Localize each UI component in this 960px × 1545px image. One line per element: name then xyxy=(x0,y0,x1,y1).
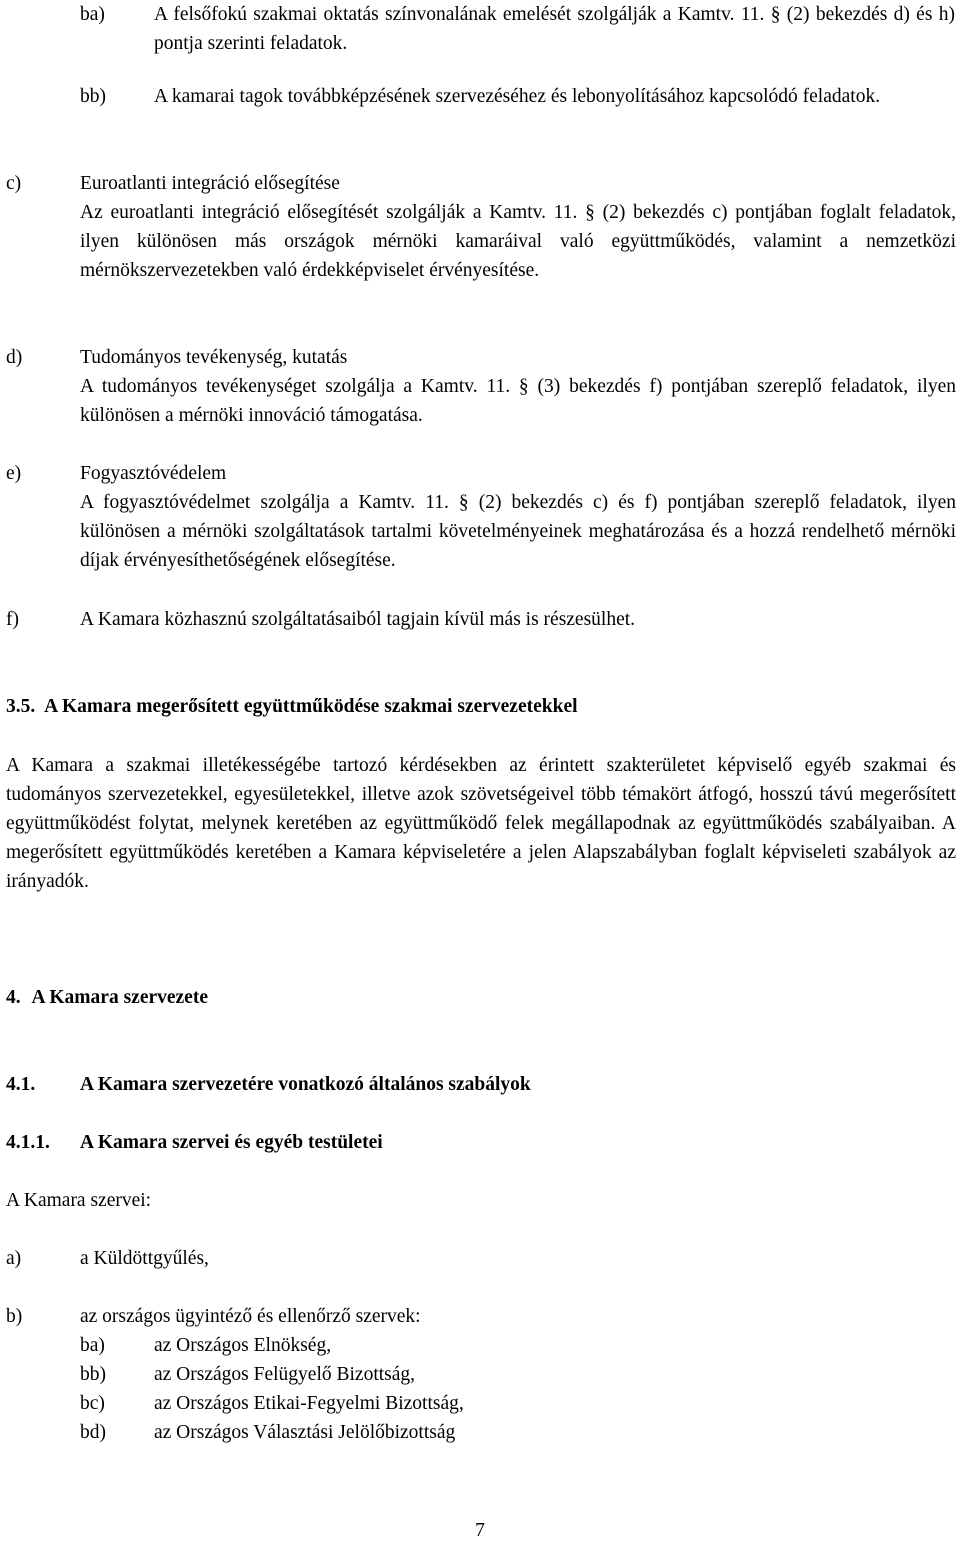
list-text: az Országos Etikai-Fegyelmi Bizottság, xyxy=(154,1393,464,1414)
section-title: A Kamara szervei és egyéb testületei xyxy=(80,1132,383,1153)
item-title: Fogyasztóvédelem xyxy=(80,463,227,484)
section-title: A Kamara szervezete xyxy=(31,987,208,1008)
list-label: bd) xyxy=(80,1422,106,1443)
page-number: 7 xyxy=(475,1520,485,1541)
organ-subitem-ba xyxy=(80,1331,955,1360)
list-label: ba) xyxy=(80,1335,105,1356)
section-heading-4 xyxy=(6,983,208,1012)
organ-subitem-bd xyxy=(80,1418,955,1447)
list-label: f) xyxy=(6,609,19,630)
organ-item-a xyxy=(6,1244,956,1273)
list-item-f xyxy=(6,605,956,634)
section-heading-4-1-1 xyxy=(6,1128,383,1157)
list-item-bb xyxy=(80,82,955,111)
list-item-d xyxy=(6,343,956,430)
section-title: A Kamara szervezetére vonatkozó általános szabályok xyxy=(80,1074,531,1095)
list-label: bb) xyxy=(80,1364,106,1385)
organs-intro: A Kamara szervei: xyxy=(6,1190,152,1211)
list-label: e) xyxy=(6,463,22,484)
item-text: A Kamara közhasznú szolgáltatásaiból tagjain kívül más is részesülhet. xyxy=(80,609,636,630)
organ-subitem-bb xyxy=(80,1360,955,1389)
list-item-ba xyxy=(80,0,955,58)
list-text: az Országos Választási Jelölőbizottság xyxy=(154,1422,456,1443)
section-paragraph-3-5: A Kamara a szakmai illetékességébe tartozó kérdésekben az érintett szakterületet képviselő egyéb szakmai és tudományos szervezetekkel, egyesületekkel, illetve azok szövetségeivel több témakört átfogó, hosszú távú megerősített együttműködést folytat, melynek keretében az együttműködő felek megállapodnak az együttműködés szabályaiban. A megerősített együttműködés keretében a Kamara képviseletére a jelen Alapszabályban foglalt képviseleti szabályok az irányadók. xyxy=(6,755,956,892)
list-item-e xyxy=(6,459,956,575)
organ-subitem-bc xyxy=(80,1389,955,1418)
item-text: A tudományos tevékenységet szolgálja a Kamtv. 11. § (3) bekezdés f) pontjában szereplő feladatok, ilyen különösen a mérnöki innováció támogatása. xyxy=(80,376,956,426)
list-text: az országos ügyintéző és ellenőrző szervek: xyxy=(80,1306,421,1327)
list-item-c xyxy=(6,169,956,285)
section-number: 4. xyxy=(6,987,21,1008)
list-text: az Országos Elnökség, xyxy=(154,1335,332,1356)
section-number: 4.1. xyxy=(6,1074,36,1095)
list-label: bb) xyxy=(80,86,106,107)
section-heading-3-5 xyxy=(6,692,578,721)
item-title: Tudományos tevékenység, kutatás xyxy=(80,347,348,368)
section-number: 4.1.1. xyxy=(6,1132,50,1153)
list-text: a Küldöttgyűlés, xyxy=(80,1248,209,1269)
section-heading-4-1 xyxy=(6,1070,531,1099)
section-number: 3.5. xyxy=(6,696,36,717)
list-label: c) xyxy=(6,173,22,194)
list-label: d) xyxy=(6,347,23,368)
organ-item-b xyxy=(6,1302,956,1331)
list-label: a) xyxy=(6,1248,22,1269)
item-text: Az euroatlanti integráció elősegítését szolgálják a Kamtv. 11. § (2) bekezdés c) pontjában foglalt feladatok, ilyen különösen más országok mérnöki kamaráival való együttműködés, valamint a nemzetközi mérnökszervezetekben való érdekképviselet érvényesítése. xyxy=(80,202,956,281)
list-text: A felsőfokú szakmai oktatás színvonalának emelését szolgálják a Kamtv. 11. § (2) bekezdés d) és h) pontja szerinti feladatok. xyxy=(154,4,955,54)
item-title: Euroatlanti integráció elősegítése xyxy=(80,173,340,194)
list-label: ba) xyxy=(80,4,105,25)
list-label: b) xyxy=(6,1306,23,1327)
section-title: A Kamara megerősített együttműködése szakmai szervezetekkel xyxy=(44,696,578,717)
list-text: A kamarai tagok továbbképzésének szervezéséhez és lebonyolításához kapcsolódó feladatok. xyxy=(154,86,881,107)
list-label: bc) xyxy=(80,1393,105,1414)
item-text: A fogyasztóvédelmet szolgálja a Kamtv. 11. § (2) bekezdés c) és f) pontjában szereplő feladatok, ilyen különösen a mérnöki szolgáltatások tartalmi követelményeinek meghatározása és a hozzá rendelhető mérnöki díjak érvényesíthetőségének elősegítése. xyxy=(80,492,956,571)
list-text: az Országos Felügyelő Bizottság, xyxy=(154,1364,416,1385)
